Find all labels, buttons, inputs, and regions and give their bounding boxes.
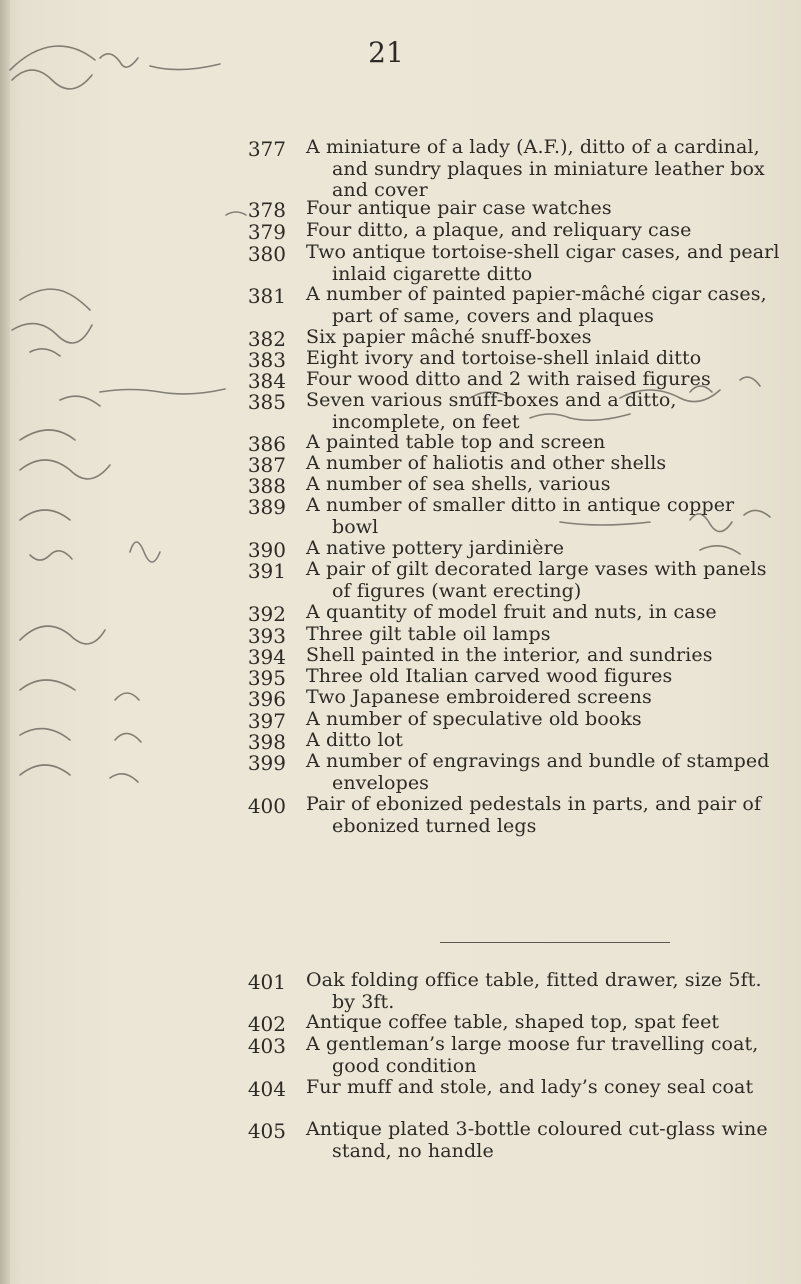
lot-description: Three gilt table oil lamps [306, 623, 551, 645]
lot-description: A number of sea shells, various [306, 473, 611, 495]
lot-number: 386 [247, 432, 286, 456]
page-number: 21 [368, 36, 404, 69]
lot-description: Antique coffee table, shaped top, spat feet [306, 1011, 720, 1033]
lot-description: Oak folding office table, fitted drawer, size 5ft. by 3ft. [306, 969, 762, 1013]
lot-number: 392 [247, 602, 286, 626]
lot-number: 381 [247, 284, 286, 308]
lot-number: 400 [247, 794, 286, 818]
lot-number: 390 [247, 538, 286, 562]
lot-number: 393 [247, 624, 286, 648]
lot-description: A number of speculative old books [306, 708, 642, 730]
lot-description: A ditto lot [306, 729, 403, 751]
lot-number: 389 [247, 495, 286, 519]
lot-number: 396 [247, 687, 286, 711]
lot-number: 384 [247, 369, 286, 393]
lot-number: 378 [247, 198, 286, 222]
lot-number: 399 [247, 751, 286, 775]
lot-description: A native pottery jardinière [306, 537, 565, 559]
lot-description: Three old Italian carved wood figures [306, 665, 673, 687]
lot-description: Pair of ebonized pedestals in parts, and pair of ebonized turned legs [306, 793, 762, 837]
lot-number: 385 [247, 390, 286, 414]
section-divider [440, 942, 670, 943]
page-binding-edge [0, 0, 10, 1284]
lot-description: A number of engravings and bundle of stamped envelopes [306, 750, 770, 794]
lot-description: A number of smaller ditto in antique copper bowl [306, 494, 735, 538]
lot-number: 388 [247, 474, 286, 498]
lot-number: 377 [247, 137, 286, 161]
lot-number: 403 [247, 1034, 286, 1058]
lot-number: 401 [247, 970, 286, 994]
lot-number: 380 [247, 242, 286, 266]
lot-description: Four ditto, a plaque, and reliquary case [306, 219, 692, 241]
lot-number: 404 [247, 1077, 286, 1101]
lot-number: 379 [247, 220, 286, 244]
lot-description: A painted table top and screen [306, 431, 606, 453]
lot-description: Shell painted in the interior, and sundries [306, 644, 713, 666]
lot-number: 391 [247, 559, 286, 583]
lot-description: A pair of gilt decorated large vases with panels of figures (want erecting) [306, 558, 767, 602]
lot-description: Fur muff and stole, and lady’s coney seal coat [306, 1076, 754, 1098]
lot-description: Eight ivory and tortoise-shell inlaid ditto [306, 347, 702, 369]
lot-number: 402 [247, 1012, 286, 1036]
lot-description: Antique plated 3-bottle coloured cut-glass wine stand, no handle [306, 1118, 768, 1162]
lot-number: 387 [247, 453, 286, 477]
lot-description: Six papier mâché snuff-boxes [306, 326, 592, 348]
lot-description: A number of painted papier-mâché cigar cases, part of same, covers and plaques [306, 283, 767, 327]
lot-number: 405 [247, 1119, 286, 1143]
lot-description: Two Japanese embroidered screens [306, 686, 652, 708]
lot-description: Four wood ditto and 2 with raised figures [306, 368, 711, 390]
lot-description: A miniature of a lady (A.F.), ditto of a cardinal, and sundry plaques in miniature leather box and cover [306, 136, 765, 201]
lot-number: 395 [247, 666, 286, 690]
lot-description: Four antique pair case watches [306, 197, 612, 219]
lot-number: 394 [247, 645, 286, 669]
lot-number: 398 [247, 730, 286, 754]
lot-description: Seven various snuff-boxes and a ditto, incomplete, on feet [306, 389, 677, 433]
lot-description: Two antique tortoise-shell cigar cases, and pearl inlaid cigarette ditto [306, 241, 780, 285]
lot-number: 383 [247, 348, 286, 372]
lot-description: A gentleman’s large moose fur travelling coat, good condition [306, 1033, 759, 1077]
lot-description: A number of haliotis and other shells [306, 452, 667, 474]
lot-number: 397 [247, 709, 286, 733]
lot-number: 382 [247, 327, 286, 351]
lot-description: A quantity of model fruit and nuts, in case [306, 601, 717, 623]
